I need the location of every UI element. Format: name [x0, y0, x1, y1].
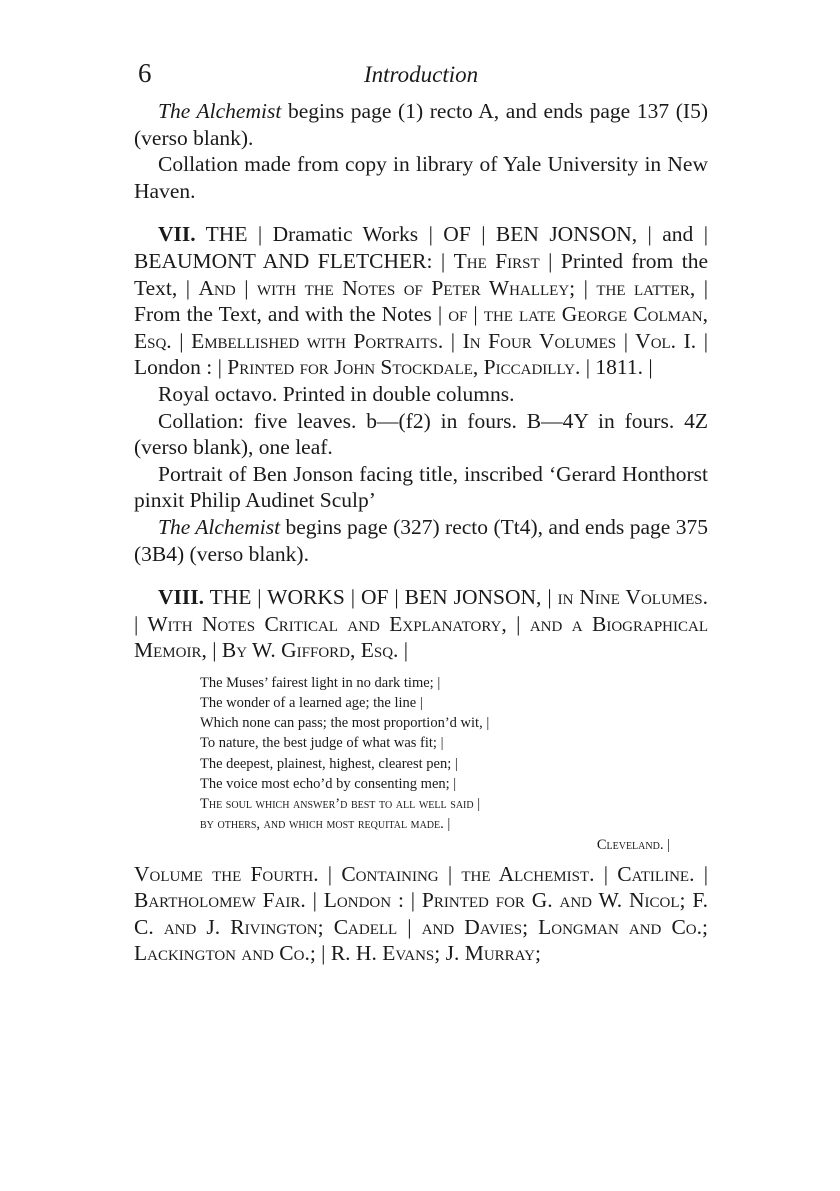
entry-viii-title-sc1: in Nine Volumes. | With Notes Critical and Explanatory, | and a Biographical Memoir, | By W. Gifford, Esq. | — [134, 585, 709, 663]
alchemist-title: The Alchemist — [158, 99, 282, 123]
entry-vii-title-b: | Printed from the Text, | — [134, 248, 708, 300]
poem-line: To nature, the best judge of what was fit; | — [200, 735, 444, 752]
entry-vii-alchemist-rest: begins page (327) recto (Tt4), and ends page 375 (3B4) (verso blank). — [134, 514, 708, 566]
entry-vii-alchemist-pages — [134, 514, 708, 567]
running-head: Introduction — [364, 62, 479, 87]
entry-vii-title-c: | From the Text, and with the Notes | — [134, 275, 709, 327]
entry-vii-title-sc1: The First — [453, 248, 540, 273]
alchemist-pages-text: begins page (1) recto A, and ends page 137 (I5) (verso blank). — [134, 99, 708, 150]
entry-vii-title-d: London : | — [134, 355, 228, 380]
alchemist-pages-paragraph — [134, 98, 708, 151]
epigraph-poem — [200, 673, 670, 855]
entry-vii-title-a: THE | Dramatic Works | OF | BEN JONSON, | and | BEAUMONT AND FLETCHER: | — [134, 222, 708, 273]
poem-line: by others, and which most requital made. | — [200, 816, 451, 833]
poem-attribution: Cleveland. | — [596, 836, 670, 853]
entry-vii-number: VII. — [158, 222, 196, 247]
entry-vii-format: Royal octavo. Printed in double columns. — [158, 381, 515, 406]
entry-vii-portrait: Portrait of Ben Jonson facing title, inscribed ‘Gerard Honthorst pinxit Philip Audinet Sculp’ — [134, 461, 708, 513]
entry-viii-title-a: THE | WORKS | OF | BEN JONSON, | — [204, 585, 558, 610]
entry-vii-title-sc4: Printed for John Stockdale, Piccadilly. | 1811. | — [227, 355, 653, 380]
entry-vii-alchemist-title: The Alchemist — [158, 514, 281, 539]
page-number: 6 — [138, 58, 152, 88]
entry-viii-title-continued: Volume the Fourth. | Containing | the Alchemist. | Catiline. | Bartholomew Fair. | London : | Printed for G. and W. Nicol; F. C. and J. Rivington; Cadell | and Davies; Longman and Co.; Lackington and Co.; | R. H. Evans; J. Murray; — [134, 861, 708, 966]
entry-vii-title-sc2: And | with the Notes of Peter Whalley; | the latter, — [198, 275, 696, 300]
entry-vii-title-sc3: of | the late George Colman, Esq. | Embellished with Portraits. | In Four Volumes | Vol. I. | — [134, 302, 708, 353]
page-header — [134, 58, 708, 98]
poem-line: The soul which answer’d best to all well said | — [200, 796, 481, 813]
collation-source-paragraph: Collation made from copy in library of Yale University in New Haven. — [134, 152, 708, 203]
poem-line: The deepest, plainest, highest, clearest pen; | — [200, 755, 458, 772]
book-page — [134, 58, 708, 967]
entry-viii-number: VIII. — [158, 585, 205, 610]
poem-line: The voice most echo’d by consenting men; | — [200, 775, 457, 792]
poem-line: The Muses’ fairest light in no dark time; | — [200, 674, 441, 691]
entry-vii-collation: Collation: five leaves. b—(f2) in fours. B—4Y in fours. 4Z (verso blank), one leaf. — [134, 408, 708, 460]
entry-vii-title — [134, 221, 708, 381]
poem-line: Which none can pass; the most proportion’d wit, | — [200, 715, 490, 732]
entry-viii-title — [134, 584, 708, 664]
poem-line: The wonder of a learned age; the line | — [200, 695, 423, 712]
